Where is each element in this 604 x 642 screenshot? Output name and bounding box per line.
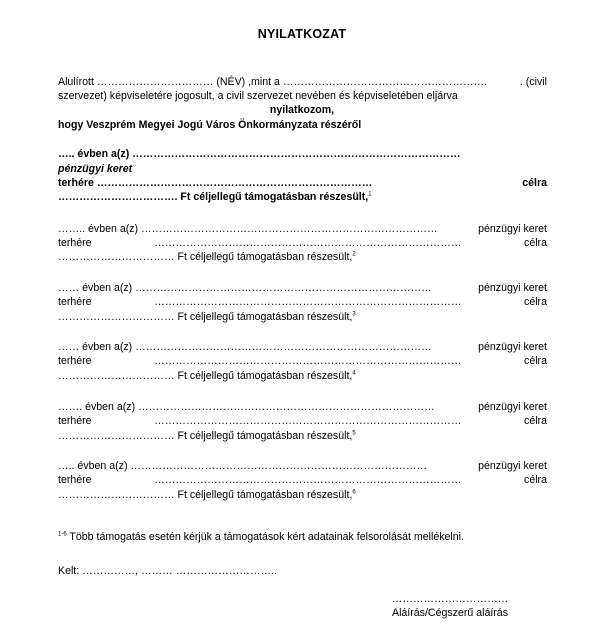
declaration-heading: hogy Veszprém Megyei Jogú Város Önkormányzata részéről <box>58 119 362 131</box>
entry-2-amount-line <box>58 251 356 263</box>
declaration-word: nyilatkozom, <box>269 104 335 116</box>
entry-4-purpose-field: …………………………………………………………………………… <box>154 355 462 367</box>
document-title: NYILATKOZAT <box>257 27 347 41</box>
entry-4-line-2 <box>58 355 547 367</box>
entry-5-year-field: ……. évben a(z) ………………………………………………………………………… <box>58 401 435 413</box>
entry-1-line-1 <box>58 148 547 160</box>
entry-2-footnote-mark: 2 <box>352 251 356 258</box>
intro-line-1-right: . (civil <box>519 76 547 88</box>
entry-3-purpose-label: célra <box>524 296 547 308</box>
intro-line-1-left: Alulírott …………………………… (NÉV) ,mint a …………………………………………………. <box>58 76 488 88</box>
entry-4-amount-text: …………………………… Ft céljellegű támogatásban részesült, <box>58 370 353 382</box>
entry-2-year-field: …….. évben a(z) ………………………………………………………………………… <box>58 223 438 235</box>
entry-2-line-2 <box>58 237 547 249</box>
entry-1-purpose-label: célra <box>522 177 547 189</box>
entry-5-purpose-field: …………………………………………………………………………… <box>154 415 462 427</box>
entry-6-purpose-label: célra <box>524 474 547 486</box>
entry-6-amount-text: …………………………… Ft céljellegű támogatásban részesült, <box>58 489 353 501</box>
entry-1-purpose-field: terhére …………………………………………………………………… <box>58 177 373 189</box>
entry-4-footnote-mark: 4 <box>352 370 356 377</box>
entry-3-line-1 <box>58 282 547 294</box>
entry-1-line-3 <box>58 177 547 189</box>
entry-2-purpose-field: …………………………………………………………………………… <box>154 237 462 249</box>
entry-3-terhere-label: terhére <box>58 296 92 308</box>
entry-5-amount-text: …………………………… Ft céljellegű támogatásban részesült, <box>58 430 353 442</box>
entry-6-footnote-mark: 6 <box>352 489 356 496</box>
footnote-mark: 1-6 <box>58 531 67 538</box>
entry-5-footnote-mark: 5 <box>352 430 356 437</box>
date-place-line: Kelt: ……………, ……… ……………………….. <box>58 565 277 577</box>
entry-1-budget-label: pénzügyi keret <box>58 163 133 175</box>
entry-5-terhere-label: terhére <box>58 415 92 427</box>
entry-3-amount-text: …………………………… Ft céljellegű támogatásban részesült, <box>58 311 353 323</box>
footnote-text: Több támogatás esetén kérjük a támogatások kért adatainak felsorolását mellékelni. <box>66 531 464 543</box>
entry-2-budget-label: pénzügyi keret <box>478 223 547 235</box>
entry-1-amount-line <box>58 191 372 203</box>
entry-5-line-2 <box>58 415 547 427</box>
entry-5-budget-label: pénzügyi keret <box>478 401 547 413</box>
entry-4-budget-label: pénzügyi keret <box>478 341 547 353</box>
entry-1-year-field: ….. évben a(z) ………………………………………………………………………………… <box>58 148 461 160</box>
entry-6-terhere-label: terhére <box>58 474 92 486</box>
entry-3-purpose-field: …………………………………………………………………………… <box>154 296 462 308</box>
entry-6-budget-label: pénzügyi keret <box>478 460 547 472</box>
entry-2-amount-text: …………………………… Ft céljellegű támogatásban részesült, <box>58 251 353 263</box>
entry-2-purpose-label: célra <box>524 237 547 249</box>
entry-6-line-1 <box>58 460 547 472</box>
entry-3-amount-line <box>58 311 356 323</box>
entry-5-line-1 <box>58 401 547 413</box>
signature-line: …………………………… <box>391 593 509 605</box>
entry-4-year-field: …… évben a(z) ………………………………………………………………………… <box>58 341 432 353</box>
entry-5-amount-line <box>58 430 356 442</box>
entry-4-terhere-label: terhére <box>58 355 92 367</box>
entry-2-line-1 <box>58 223 547 235</box>
entry-6-purpose-field: …………………………………………………………………………… <box>154 474 462 486</box>
footnote <box>58 531 464 543</box>
entry-4-amount-line <box>58 370 356 382</box>
entry-5-purpose-label: célra <box>524 415 547 427</box>
entry-4-line-1 <box>58 341 547 353</box>
entry-3-line-2 <box>58 296 547 308</box>
entry-6-year-field: ….. évben a(z) ………………………………………………………………………… <box>58 460 428 472</box>
entry-2-terhere-label: terhére <box>58 237 92 249</box>
intro-line-1 <box>58 76 547 88</box>
intro-line-2: szervezet) képviseletére jogosult, a civil szervezet nevében és képviseletében eljárva <box>58 90 458 102</box>
entry-3-footnote-mark: 3 <box>352 311 356 318</box>
entry-3-year-field: …… évben a(z) ………………………………………………………………………… <box>58 282 432 294</box>
entry-4-purpose-label: célra <box>524 355 547 367</box>
entry-3-budget-label: pénzügyi keret <box>478 282 547 294</box>
entry-1-amount-text: ……………………………. Ft céljellegű támogatásban részesült, <box>58 191 369 203</box>
entry-1-footnote-mark: 1 <box>368 191 372 198</box>
entry-6-amount-line <box>58 489 356 501</box>
entry-6-line-2 <box>58 474 547 486</box>
signature-label: Aláírás/Cégszerű aláírás <box>392 607 508 619</box>
